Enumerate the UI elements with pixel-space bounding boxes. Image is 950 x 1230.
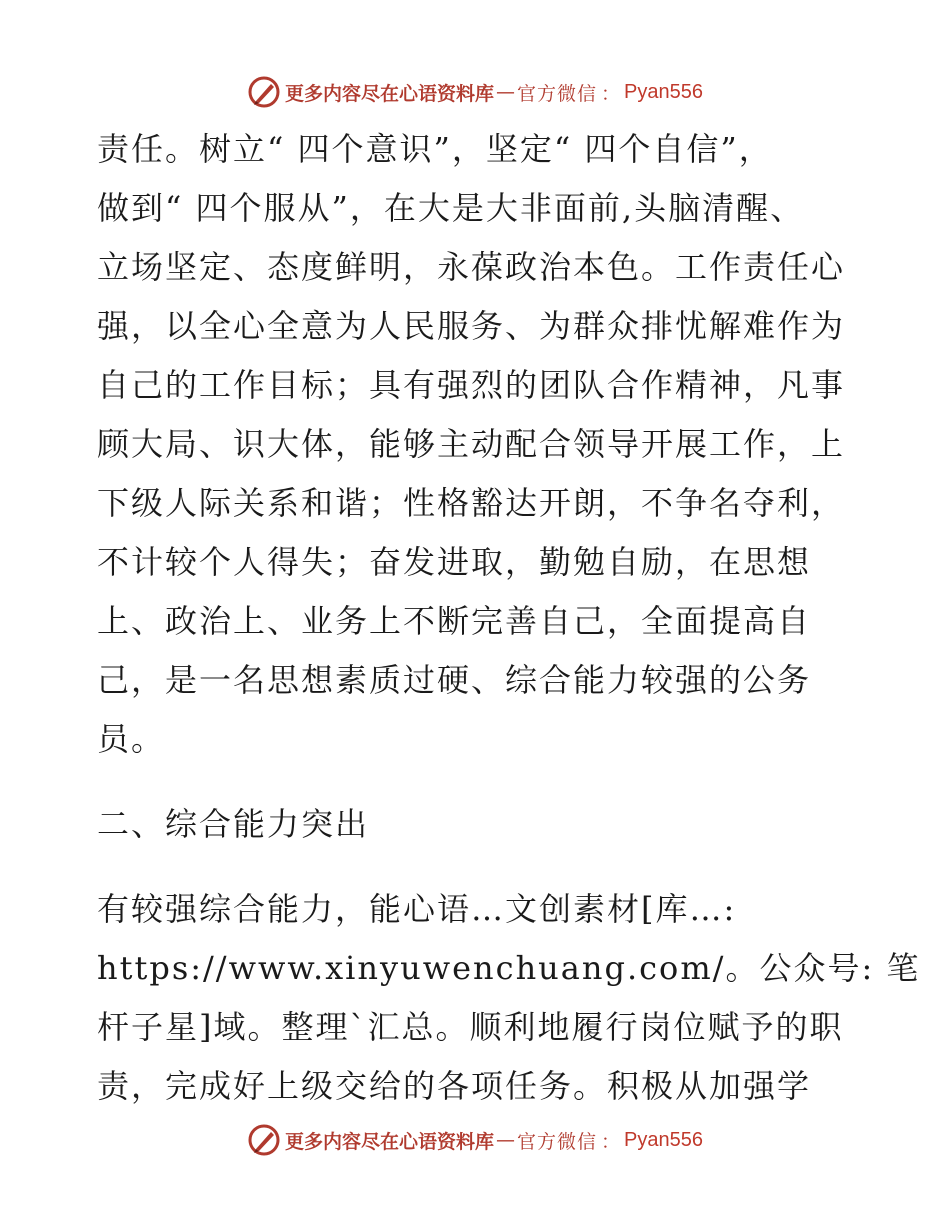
paragraph-1-line-10: 己，是一名思想素质过硬、综合能力较强的公务	[97, 661, 812, 699]
banner-wechat-label: 官方微信	[517, 1130, 598, 1153]
paragraph-1-line-5: 自己的工作目标；具有强烈的团队合作精神，凡事	[97, 366, 846, 404]
section-heading: 二、综合能力突出	[97, 805, 370, 843]
document-body	[97, 120, 921, 1116]
pen-logo-icon	[247, 1123, 281, 1157]
paragraph-1-line-3: 立场坚定、态度鲜明，永葆政治本色。工作责任心	[97, 248, 846, 286]
paragraph-2-line-2: https://www.xinyuwenchuang.com/。公众号: 笔	[97, 949, 921, 987]
footer-banner	[0, 1120, 950, 1160]
paragraph-1-line-4: 强，以全心全意为人民服务、为群众排忧解难作为	[97, 307, 846, 345]
banner-colon: ：	[601, 1130, 621, 1153]
paragraph-1-line-9: 上、政治上、业务上不断完善自己，全面提高自	[97, 602, 812, 640]
paragraph-2-line-4: 责，完成好上级交给的各项任务。积极从加强学	[97, 1067, 812, 1105]
paragraph-2-line-3: 杆子星]域。整理`汇总。顺利地履行岗位赋予的职	[97, 1008, 844, 1046]
banner-dash: —	[496, 1129, 515, 1151]
paragraph-1-line-7: 下级人际关系和谐；性格豁达开朗，不争名夺利，	[97, 484, 846, 522]
banner-wechat-id: Pyan556	[624, 80, 703, 103]
banner-wechat-label: 官方微信	[517, 82, 598, 105]
paragraph-1-line-6: 顾大局、识大体，能够主动配合领导开展工作，上	[97, 425, 846, 463]
banner-dash: —	[496, 81, 515, 103]
header-banner	[0, 72, 950, 112]
paragraph-1-line-8: 不计较个人得失；奋发进取，勤勉自励，在思想	[97, 543, 812, 581]
banner-wechat-id: Pyan556	[624, 1128, 703, 1151]
paragraph-1-line-2: 做到“ 四个服从”，在大是大非面前,头脑清醒、	[97, 189, 805, 227]
banner-brand: 更多内容尽在心语资料库	[284, 1130, 494, 1153]
paragraph-1-line-11: 员。	[97, 720, 166, 758]
pen-logo-icon	[247, 75, 281, 109]
banner-brand: 更多内容尽在心语资料库	[284, 82, 494, 105]
banner-colon: ：	[601, 82, 621, 105]
paragraph-2-line-1: 有较强综合能力，能心语…文创素材[库…:	[97, 890, 737, 928]
paragraph-1-line-1: 责任。树立“ 四个意识”，坚定“ 四个自信”，	[97, 130, 773, 168]
